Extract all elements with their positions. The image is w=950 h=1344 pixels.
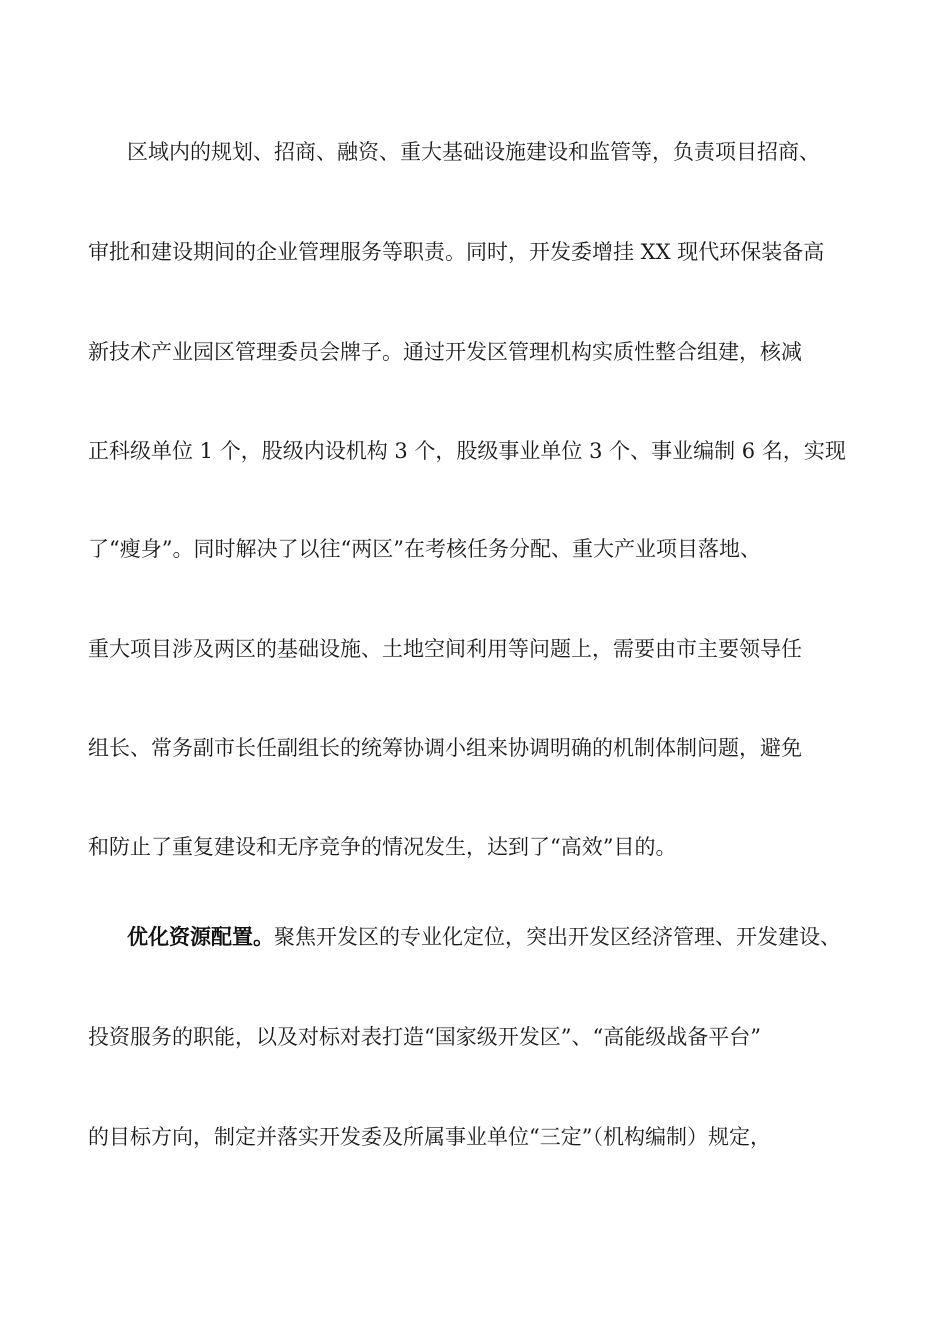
- paragraph-1-line-4: [0, 435, 950, 467]
- paragraph-1-line-2: [0, 236, 950, 268]
- paragraph-1-line-7: [0, 732, 950, 764]
- text-line: 的目标方向，制定并落实开发委及所属事业单位“三定”（机构编制）规定，: [88, 1125, 771, 1149]
- paragraph-2-line-2: [0, 1021, 950, 1053]
- paragraph-1-line-5: [0, 533, 950, 565]
- text-line: 区域内的规划、招商、融资、重大基础设施建设和监管等，负责项目招商、: [127, 140, 820, 164]
- text-line: 审批和建设期间的企业管理服务等职责。同时，开发委增挂 XX 现代环保装备高: [88, 240, 825, 264]
- section-heading: 优化资源配置。: [127, 924, 274, 949]
- paragraph-1-line-8: [0, 831, 950, 863]
- text-line: 了“瘦身”。同时解决了以往“两区”在考核任务分配、重大产业项目落地、: [88, 537, 761, 561]
- text-line: 组长、常务副市长任副组长的统筹协调小组来协调明确的机制体制问题，避免: [88, 736, 802, 760]
- text-line: 新技术产业园区管理委员会牌子。通过开发区管理机构实质性整合组建，核减: [88, 340, 802, 364]
- paragraph-1-line-6: [0, 633, 950, 665]
- text-line: 聚焦开发区的专业化定位，突出开发区经济管理、开发建设、: [274, 925, 841, 949]
- paragraph-1-line-1: [0, 136, 950, 168]
- text-line: 重大项目涉及两区的基础设施、土地空间利用等问题上，需要由市主要领导任: [88, 637, 802, 661]
- paragraph-2-line-3: [0, 1121, 950, 1153]
- text-line: 投资服务的职能，以及对标对表打造“国家级开发区”、“高能级战备平台”: [88, 1025, 761, 1049]
- text-line: 和防止了重复建设和无序竞争的情况发生，达到了“高效”目的。: [88, 835, 677, 859]
- text-line: 正科级单位 1 个，股级内设机构 3 个，股级事业单位 3 个、事业编制 6 名，实现: [88, 439, 846, 463]
- paragraph-2-line-1: [0, 921, 950, 953]
- paragraph-1-line-3: [0, 336, 950, 368]
